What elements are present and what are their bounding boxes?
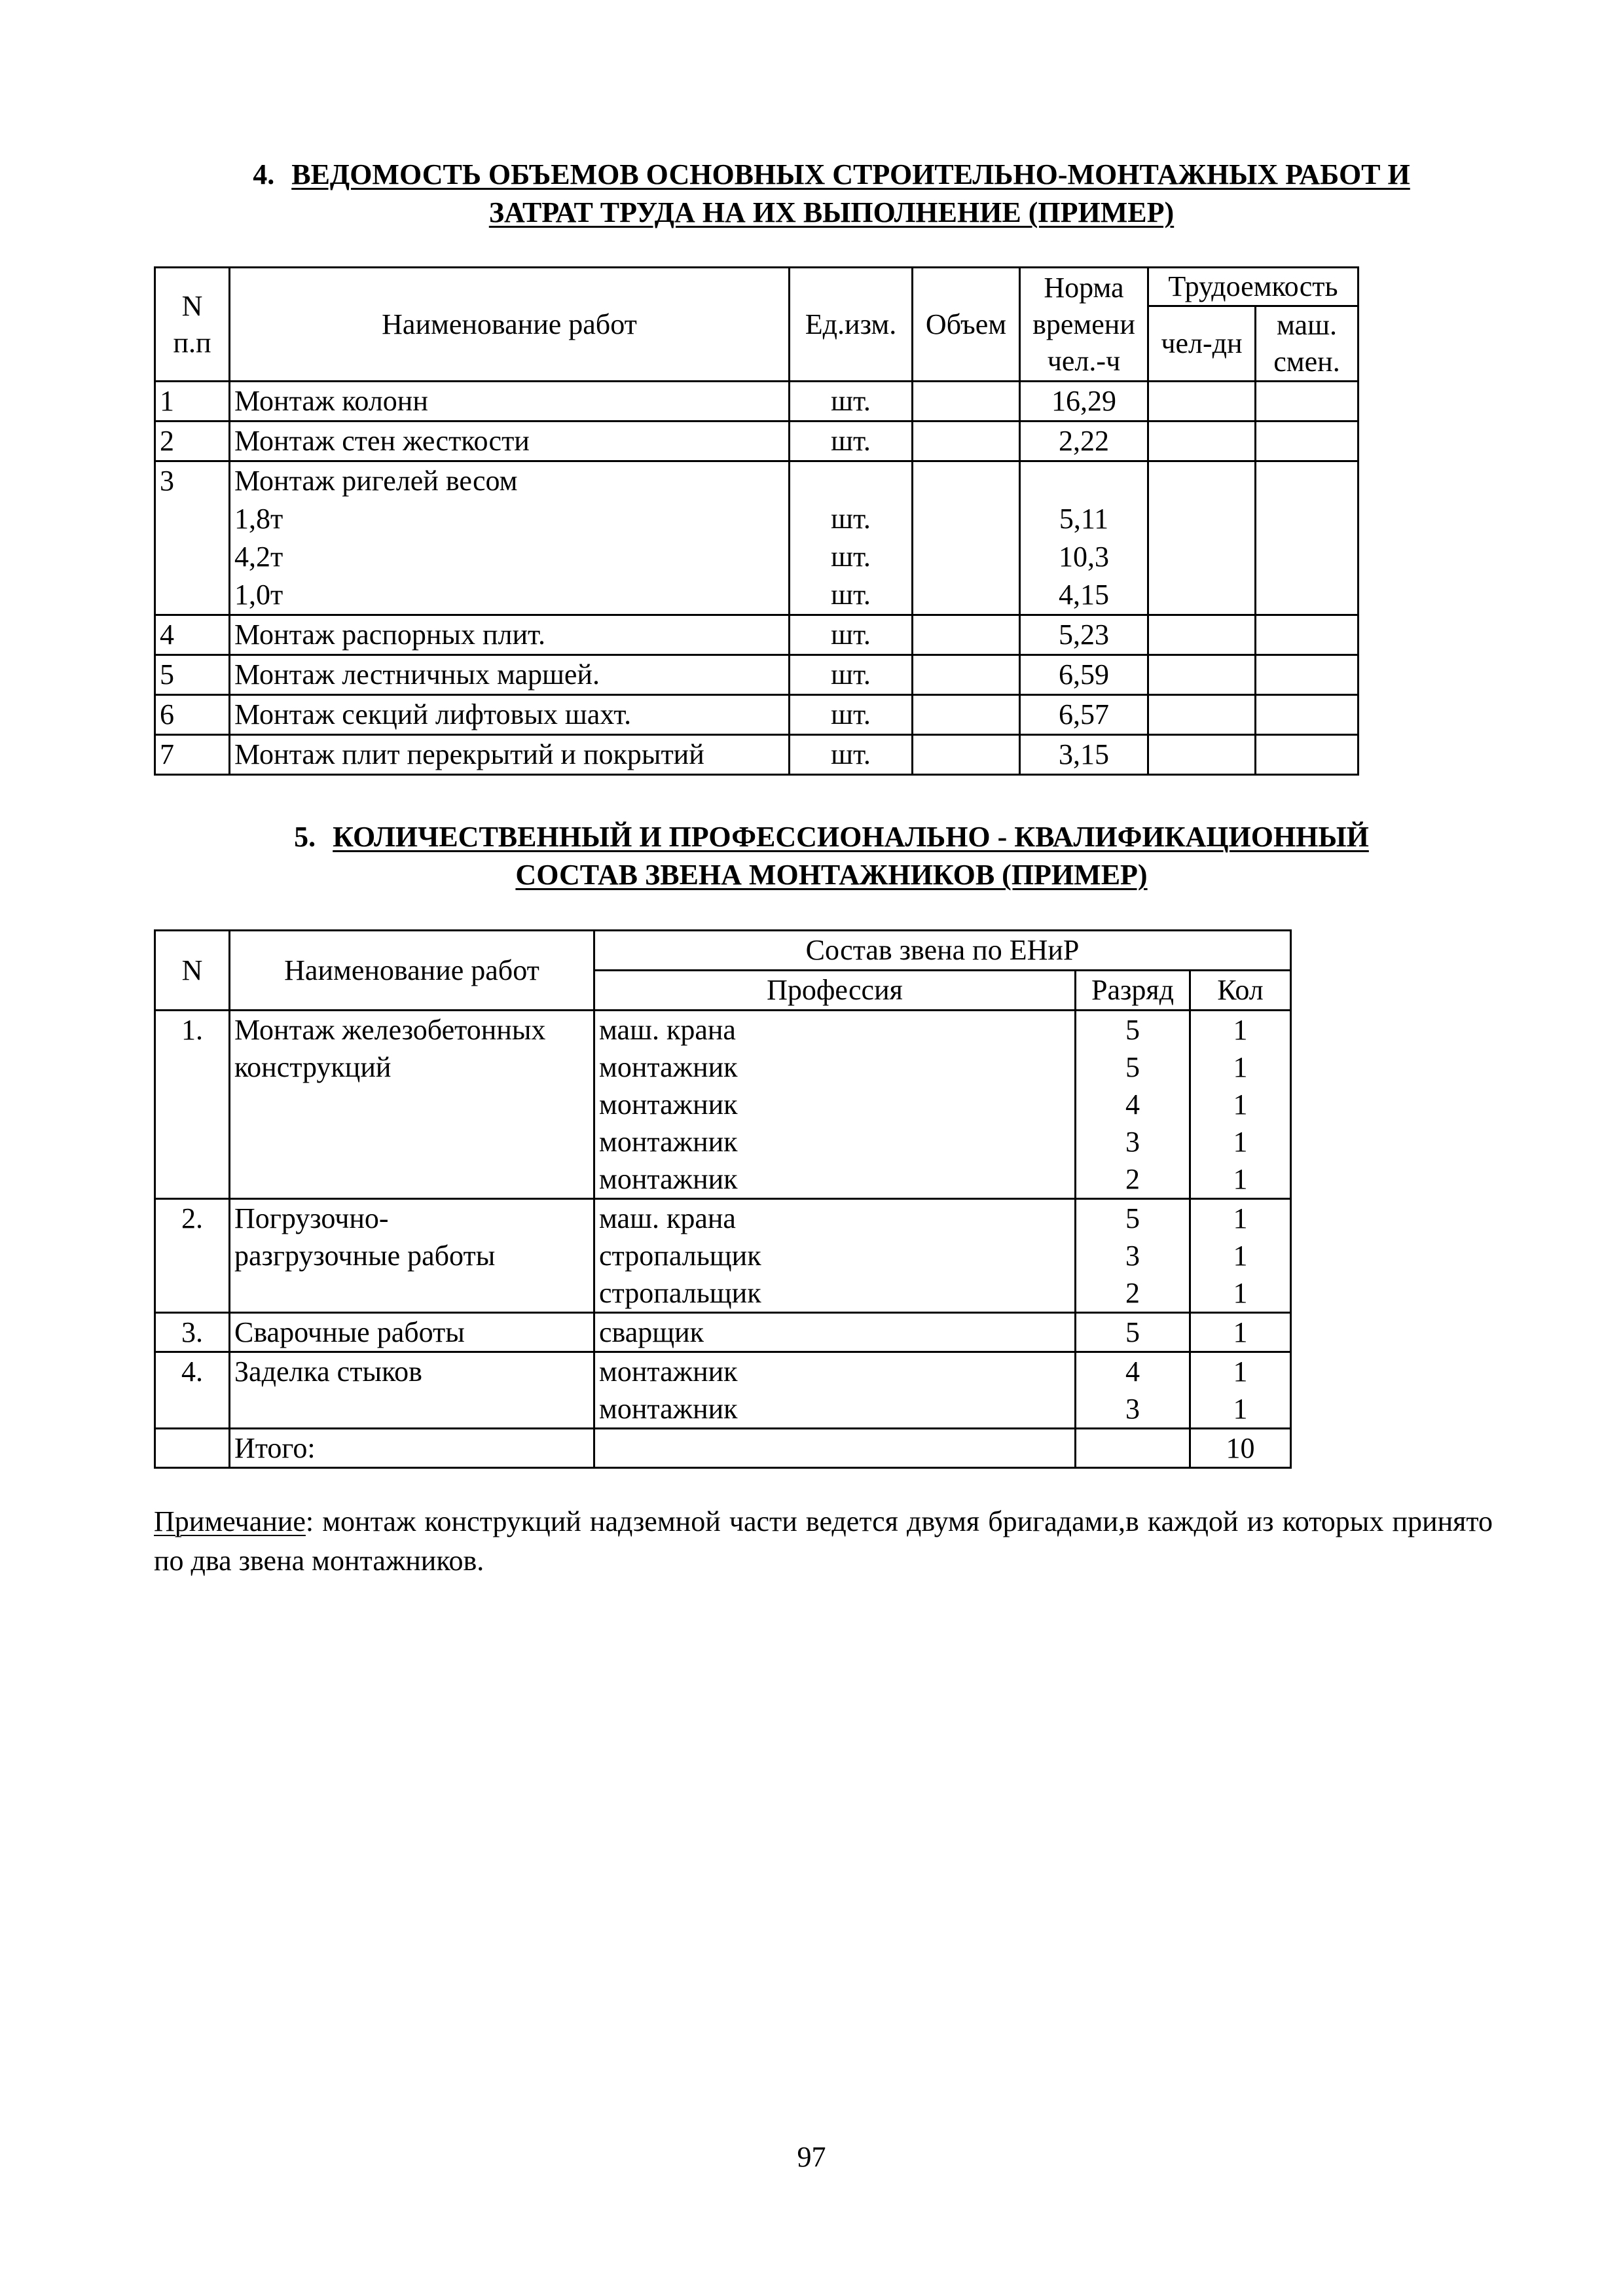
row-norm: 3,15 [1020, 735, 1148, 775]
header-count: Кол [1190, 971, 1291, 1011]
row-number: 6 [155, 695, 230, 735]
header-n-line2: п.п [173, 326, 211, 359]
section-4-title-line1 [151, 156, 1512, 194]
header-volume: Объем [913, 268, 1020, 382]
row-name: Монтаж стен жесткости [230, 422, 790, 461]
total-grade-empty [1076, 1429, 1190, 1468]
table-row [155, 695, 1359, 735]
group-number [155, 1199, 230, 1313]
row-subnorm: 4,15 [1059, 579, 1109, 611]
table-row [155, 735, 1359, 775]
header-mach-line1: маш. [1277, 309, 1337, 341]
crew-composition-table [154, 929, 1292, 1469]
table-row [155, 1199, 1291, 1313]
row-name [230, 461, 790, 615]
header-mach-line2: смен. [1273, 346, 1340, 378]
header-norm-line1: Норма [1044, 271, 1124, 304]
row-name: Монтаж лестничных маршей. [230, 655, 790, 695]
row-subname: 4,2т [234, 541, 283, 573]
row-unit: шт. [790, 615, 913, 655]
member-count [1190, 1199, 1291, 1313]
row-norm: 5,23 [1020, 615, 1148, 655]
section-4-title-text1: ВЕДОМОСТЬ ОБЪЕМОВ ОСНОВНЫХ СТРОИТЕЛЬНО-МОНТАЖНЫХ РАБОТ И [291, 158, 1410, 190]
member-count-line: 1 [1233, 1240, 1248, 1272]
header-unit: Ед.изм. [790, 268, 913, 382]
member-grade-line: 2 [1125, 1277, 1140, 1309]
table-row [155, 655, 1359, 695]
row-number: 1 [155, 382, 230, 422]
work-volumes-table [154, 266, 1359, 776]
member-count-line: 1 [1233, 1014, 1248, 1046]
total-profession-empty [594, 1429, 1076, 1468]
table-row [155, 1313, 1291, 1352]
group-name-line: конструкций [234, 1051, 392, 1083]
row-mach-shifts [1256, 695, 1359, 735]
row-labor-days [1148, 655, 1256, 695]
row-volume [913, 735, 1020, 775]
section-5-title-line2 [151, 856, 1512, 894]
section-4-title-text2: ЗАТРАТ ТРУДА НА ИХ ВЫПОЛНЕНИЕ (ПРИМЕР) [488, 196, 1175, 228]
section-4-number: 4. [253, 158, 275, 190]
row-unit: шт. [790, 382, 913, 422]
section-5-number: 5. [294, 821, 316, 853]
row-mach-shifts [1256, 422, 1359, 461]
group-number-line: 2. [181, 1202, 203, 1234]
section-5-title-text1: КОЛИЧЕСТВЕННЫЙ И ПРОФЕССИОНАЛЬНО - КВАЛИФИКАЦИОННЫЙ [333, 821, 1369, 853]
member-count-line: 1 [1233, 1051, 1248, 1083]
member-grade-line: 3 [1125, 1240, 1140, 1272]
member-count-line: 1 [1233, 1277, 1248, 1309]
member-count-line: 1 [1233, 1088, 1248, 1121]
row-norm [1020, 461, 1148, 615]
member-profession-line: монтажник [599, 1088, 738, 1121]
member-count-line: 1 [1233, 1126, 1248, 1158]
member-grade-line: 4 [1125, 1088, 1140, 1121]
row-mach-shifts [1256, 461, 1359, 615]
spacer [794, 462, 907, 500]
header-norm-line2: времени [1032, 308, 1135, 340]
row-volume [913, 461, 1020, 615]
spacer [1025, 462, 1143, 500]
header-n-line1: N [181, 289, 203, 322]
member-grade-line: 2 [1125, 1163, 1140, 1195]
header-profession: Профессия [594, 971, 1076, 1011]
member-grade-line: 3 [1125, 1393, 1140, 1425]
header-norm [1020, 268, 1148, 382]
note-text: : монтаж конструкций надземной части ведется двумя бригадами,в каждой из которых принято по два звена монтажников. [154, 1505, 1493, 1577]
section-5-title-line1 [151, 818, 1512, 856]
section-5-heading [151, 818, 1512, 894]
group-number [155, 1313, 230, 1352]
member-profession [594, 1011, 1076, 1199]
member-profession-line: сварщик [599, 1316, 704, 1348]
row-subname: 1,8т [234, 503, 283, 535]
member-count-line: 1 [1233, 1316, 1248, 1348]
group-number-line: 3. [181, 1316, 203, 1348]
table-row [155, 382, 1359, 422]
total-value: 10 [1190, 1429, 1291, 1468]
row-norm: 16,29 [1020, 382, 1148, 422]
header-crew-group: Состав звена по ЕНиР [594, 931, 1291, 971]
header-labor-days: чел-дн [1148, 306, 1256, 382]
header-labor: Трудоемкость [1148, 268, 1359, 306]
member-count-line: 1 [1233, 1163, 1248, 1195]
member-grade-line: 5 [1125, 1014, 1140, 1046]
row-number: 4 [155, 615, 230, 655]
row-number: 2 [155, 422, 230, 461]
group-number [155, 1011, 230, 1199]
row-unit: шт. [790, 422, 913, 461]
row-volume [913, 615, 1020, 655]
row-norm: 6,59 [1020, 655, 1148, 695]
table-row [155, 461, 1359, 615]
row-volume [913, 422, 1020, 461]
member-profession-line: монтажник [599, 1051, 738, 1083]
member-profession [594, 1199, 1076, 1313]
row-name: Монтаж распорных плит. [230, 615, 790, 655]
row-number: 3 [155, 461, 230, 615]
header-grade: Разряд [1076, 971, 1190, 1011]
header-n: N [155, 931, 230, 1011]
group-name [230, 1011, 594, 1199]
member-count [1190, 1352, 1291, 1429]
row-mach-shifts [1256, 382, 1359, 422]
row-norm: 6,57 [1020, 695, 1148, 735]
total-row [155, 1429, 1291, 1468]
group-name-line: Сварочные работы [234, 1316, 465, 1348]
member-profession-line: монтажник [599, 1163, 738, 1195]
group-name [230, 1352, 594, 1429]
row-subunit: шт. [831, 579, 871, 611]
member-count [1190, 1011, 1291, 1199]
row-subname: 1,0т [234, 579, 283, 611]
row-number: 5 [155, 655, 230, 695]
member-profession-line: стропальщик [599, 1277, 761, 1309]
member-profession-line: стропальщик [599, 1240, 761, 1272]
total-empty [155, 1429, 230, 1468]
row-labor-days [1148, 615, 1256, 655]
table-row [155, 1011, 1291, 1199]
row-volume [913, 655, 1020, 695]
header-mach-shifts [1256, 306, 1359, 382]
row-labor-days [1148, 695, 1256, 735]
row-norm: 2,22 [1020, 422, 1148, 461]
member-grade [1076, 1313, 1190, 1352]
table-row [155, 615, 1359, 655]
row-mach-shifts [1256, 655, 1359, 695]
member-profession-line: монтажник [599, 1393, 738, 1425]
total-label: Итого: [230, 1429, 594, 1468]
member-profession [594, 1352, 1076, 1429]
group-name [230, 1199, 594, 1313]
note-label: Примечание [154, 1505, 306, 1537]
member-grade [1076, 1199, 1190, 1313]
group-name [230, 1313, 594, 1352]
member-grade-line: 4 [1125, 1355, 1140, 1388]
group-number [155, 1352, 230, 1429]
section-4-heading [151, 156, 1512, 232]
member-grade-line: 3 [1125, 1126, 1140, 1158]
row-labor-days [1148, 382, 1256, 422]
group-name-line: Монтаж железобетонных [234, 1014, 546, 1046]
header-norm-line3: чел.-ч [1047, 344, 1121, 377]
member-count-line: 1 [1233, 1202, 1248, 1234]
crew-table-body [155, 1011, 1291, 1429]
member-profession-line: монтажник [599, 1126, 738, 1158]
member-count-line: 1 [1233, 1393, 1248, 1425]
member-grade-line: 5 [1125, 1316, 1140, 1348]
row-name: Монтаж секций лифтовых шахт. [230, 695, 790, 735]
row-volume [913, 695, 1020, 735]
row-labor-days [1148, 422, 1256, 461]
member-grade-line: 5 [1125, 1202, 1140, 1234]
page-number: 97 [797, 2141, 826, 2173]
table-row [155, 1352, 1291, 1429]
header-name: Наименование работ [230, 931, 594, 1011]
section-5-title-text2: СОСТАВ ЗВЕНА МОНТАЖНИКОВ (ПРИМЕР) [515, 859, 1148, 891]
header-n [155, 268, 230, 382]
member-count [1190, 1313, 1291, 1352]
row-labor-days [1148, 735, 1256, 775]
row-labor-days [1148, 461, 1256, 615]
row-subunit: шт. [831, 541, 871, 573]
row-volume [913, 382, 1020, 422]
member-count-line: 1 [1233, 1355, 1248, 1388]
group-number-line: 4. [181, 1355, 203, 1388]
group-name-line: Заделка стыков [234, 1355, 422, 1388]
row-mach-shifts [1256, 735, 1359, 775]
row-number: 7 [155, 735, 230, 775]
row-unit: шт. [790, 735, 913, 775]
row-name-main: Монтаж ригелей весом [234, 465, 518, 497]
group-name-line: разгрузочные работы [234, 1240, 496, 1272]
table-row [155, 422, 1359, 461]
section-4-title-line2 [151, 194, 1512, 232]
group-name-line: Погрузочно- [234, 1202, 389, 1234]
note-paragraph [154, 1502, 1493, 1581]
row-subnorm: 10,3 [1059, 541, 1109, 573]
group-number-line: 1. [181, 1014, 203, 1046]
row-name: Монтаж колонн [230, 382, 790, 422]
row-unit [790, 461, 913, 615]
row-unit: шт. [790, 655, 913, 695]
member-grade [1076, 1011, 1190, 1199]
row-subnorm: 5,11 [1059, 503, 1109, 535]
row-unit: шт. [790, 695, 913, 735]
member-profession-line: маш. крана [599, 1014, 736, 1046]
row-name: Монтаж плит перекрытий и покрытий [230, 735, 790, 775]
header-name: Наименование работ [230, 268, 790, 382]
member-grade [1076, 1352, 1190, 1429]
member-profession-line: монтажник [599, 1355, 738, 1388]
member-profession [594, 1313, 1076, 1352]
member-grade-line: 5 [1125, 1051, 1140, 1083]
member-profession-line: маш. крана [599, 1202, 736, 1234]
row-subunit: шт. [831, 503, 871, 535]
row-mach-shifts [1256, 615, 1359, 655]
